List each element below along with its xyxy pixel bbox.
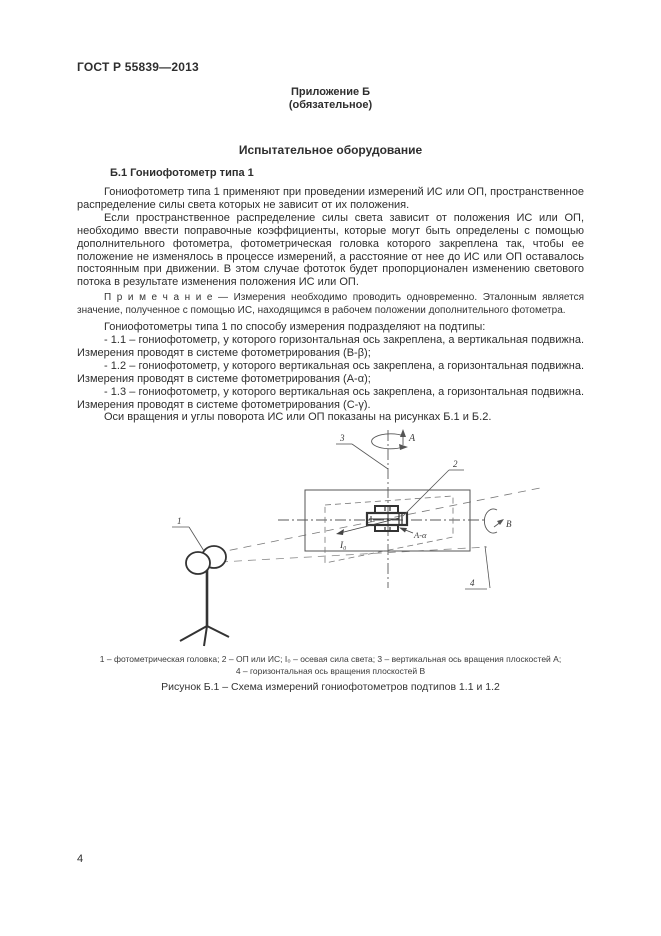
callout-1-leader [189, 527, 204, 551]
callout-4-leader [485, 546, 490, 588]
page-number: 4 [77, 853, 84, 865]
note-paragraph: П р и м е ч а н и е — Измерения необходимо проводить одновременно. Эталонным является значение, полученное с помощью ИС, находящимся в рабочем положении дополнительного фотометра. [77, 292, 584, 316]
luminaire-end-cap-lines [399, 514, 402, 524]
figure-caption-line2: 4 – горизонтальная ось вращения плоскостей В [235, 665, 426, 676]
callout-2-leader [403, 470, 449, 516]
photometric-head [180, 546, 229, 646]
figure-caption-line1: 1 – фотометрическая головка; 2 – ОП или ИС; I₀ – осевая сила света; 3 – вертикальная ось вращения плоскостей А; [99, 654, 562, 664]
luminaire [367, 506, 407, 531]
tripod-leg-right [207, 626, 229, 637]
paragraph: Если пространственное распределение силы света зависит от положения ИС или ОП, необходимо ввести поправочные коэффициенты, которые могут быть определены с помощью дополнительного фотометра, фотометрическая головка которого закреплена так, чтобы ее положение не изменялось в процессе измерений, а расстояние от нее до ИС или ОП оставалось постоянным при движении. В этом случае фототок будет пропорционален изменению светового потока в результате изменения положения ИС или ОП. [77, 211, 584, 289]
tripod-leg-front [204, 626, 207, 646]
list-intro: Гониофотометры типа 1 по способу измерения подразделяют на подтипы: [104, 321, 486, 334]
appendix-subtitle: (обязательное) [288, 99, 373, 111]
list-item: - 1.2 – гониофотометр, у которого вертикальная ось закреплена, а горизонтальная подвижна. Измерения проводят в системе фотометрирования (A-α); [77, 359, 584, 385]
body-text-block [77, 186, 584, 424]
callout-4-label: 4 [470, 578, 475, 588]
callout-2-label: 2 [453, 459, 458, 469]
section-title: Испытательное оборудование [238, 143, 423, 157]
axis-a-arc-arrowhead [399, 444, 408, 450]
plane-a-alpha-label: A-α [414, 530, 427, 540]
axis-a-arrowhead [400, 429, 406, 437]
document-header: ГОСТ Р 55839—2013 [77, 60, 199, 74]
axis-b-label: B [506, 519, 512, 529]
tripod-leg-left [180, 626, 207, 641]
subsection-title: Б.1 Гониофотометр типа 1 [110, 167, 254, 179]
appendix-title: Приложение Б [290, 86, 371, 98]
callout-1-label: 1 [177, 516, 182, 526]
figure-title: Рисунок Б.1 – Схема измерений гониофотометров подтипов 1.1 и 1.2 [161, 681, 500, 693]
optical-axis-dashed-line [216, 488, 540, 553]
axis-b-rotation-symbol [484, 509, 504, 533]
intensity-label: I₀ [340, 541, 347, 551]
list-item: - 1.3 – гониофотометр, у которого вертикальная ось закреплена, а горизонтальная подвижна. Измерения проводят в системе фотометрирования (C-γ). [77, 385, 584, 411]
callout-3-label: 3 [340, 433, 345, 443]
axis-a-rotation-symbol [372, 429, 408, 450]
plane-a-alpha-arrowhead [399, 528, 407, 533]
list-item: - 1.1 – гониофотометр, у которого горизонтальная ось закреплена, а вертикальная подвижна. Измерения проводят в системе фотометрирования (B-β); [77, 333, 584, 359]
head-cylinder-front [186, 552, 210, 574]
figure-caption [50, 654, 611, 677]
paragraph: Гониофотометр типа 1 применяют при проведении измерений ИС или ОП, пространственное распределение силы света которых не зависит от их положения. [77, 186, 584, 211]
beam-edge-dashed-line [220, 547, 487, 562]
list-outro: Оси вращения и углы поворота ИС или ОП показаны на рисунках Б.1 и Б.2. [104, 411, 492, 424]
intensity-arrowhead [336, 529, 344, 535]
axis-b-arc [484, 509, 497, 533]
figure-b1-diagram [0, 425, 661, 657]
axis-a-label: A [409, 433, 416, 444]
